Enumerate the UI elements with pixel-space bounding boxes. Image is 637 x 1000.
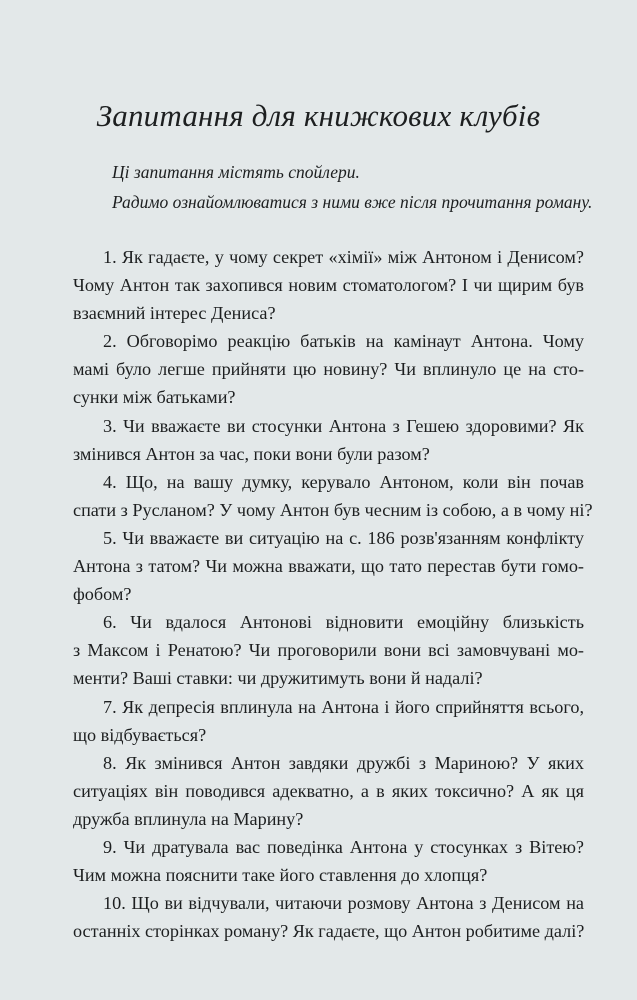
question-line: 9. Чи дратувала вас поведінка Антона у стосунках з Вітею? <box>103 836 584 857</box>
question-line: Чим можна пояснити таке його ставлення до хлопця? <box>73 865 488 886</box>
question-line: 5. Чи вважаєте ви ситуацію на с. 186 розв'язанням конфлікту <box>103 527 584 548</box>
question-item <box>73 749 584 833</box>
question-line: що відбувається? <box>73 724 207 745</box>
question-line: взаємний інтерес Дениса? <box>73 303 276 324</box>
question-item <box>73 468 593 524</box>
question-item <box>73 412 584 468</box>
question-line: 3. Чи вважаєте ви стосунки Антона з Гешею здоровими? Як <box>103 415 584 436</box>
question-line: 6. Чи вдалося Антонові відновити емоційну близькість <box>103 612 584 633</box>
question-line: фобом? <box>73 584 132 605</box>
questions-list <box>73 243 593 945</box>
question-line: менти? Ваші ставки: чи дружитимуть вони й надалі? <box>73 668 483 689</box>
question-item <box>73 833 584 889</box>
question-line: мамі було легше прийняти цю новину? Чи вплинуло це на сто- <box>73 359 584 380</box>
question-item <box>73 608 584 692</box>
question-line: 1. Як гадаєте, у чому секрет «хімії» між Антоном і Денисом? <box>103 247 584 267</box>
question-line: 4. Що, на вашу думку, керувало Антоном, коли він почав <box>103 471 584 492</box>
question-line: ситуаціях він поводився адекватно, а в яких токсично? А як ця <box>73 780 584 801</box>
spoiler-note: Радимо ознайомлюватися з ними вже після прочитання роману. <box>112 192 593 212</box>
question-line: Антона з татом? Чи можна вважати, що тато перестав бути гомо- <box>73 556 584 577</box>
question-line: Чому Антон так захопився новим стоматологом? І чи щирим був <box>73 275 584 296</box>
question-line: з Максом і Ренатою? Чи проговорили вони всі замовчувані мо- <box>73 640 584 661</box>
question-line: 2. Обговорімо реакцію батьків на камінаут Антона. Чому <box>103 331 584 352</box>
question-line: змінився Антон за час, поки вони були разом? <box>73 443 430 464</box>
question-item <box>73 693 584 749</box>
question-line: 10. Що ви відчували, читаючи розмову Антона з Денисом на <box>103 893 584 914</box>
spoiler-note: Ці запитання містять спойлери. <box>112 162 360 182</box>
question-line: останніх сторінках роману? Як гадаєте, що Антон робитиме далі? <box>73 921 585 942</box>
question-line: сунки між батьками? <box>73 387 236 408</box>
question-item <box>73 889 584 945</box>
question-line: дружба вплинула на Марину? <box>73 808 304 829</box>
question-line: 7. Як депресія вплинула на Антона і його сприйняття всього, <box>103 696 584 717</box>
question-line: спати з Русланом? У чому Антон був чесним із собою, а в чому ні? <box>73 499 593 520</box>
question-item <box>73 243 584 327</box>
question-item <box>73 524 584 608</box>
page-title: Запитання для книжкових клубів <box>96 98 541 133</box>
question-line: 8. Як змінився Антон завдяки дружбі з Мариною? У яких <box>103 752 584 773</box>
question-item <box>73 327 584 411</box>
